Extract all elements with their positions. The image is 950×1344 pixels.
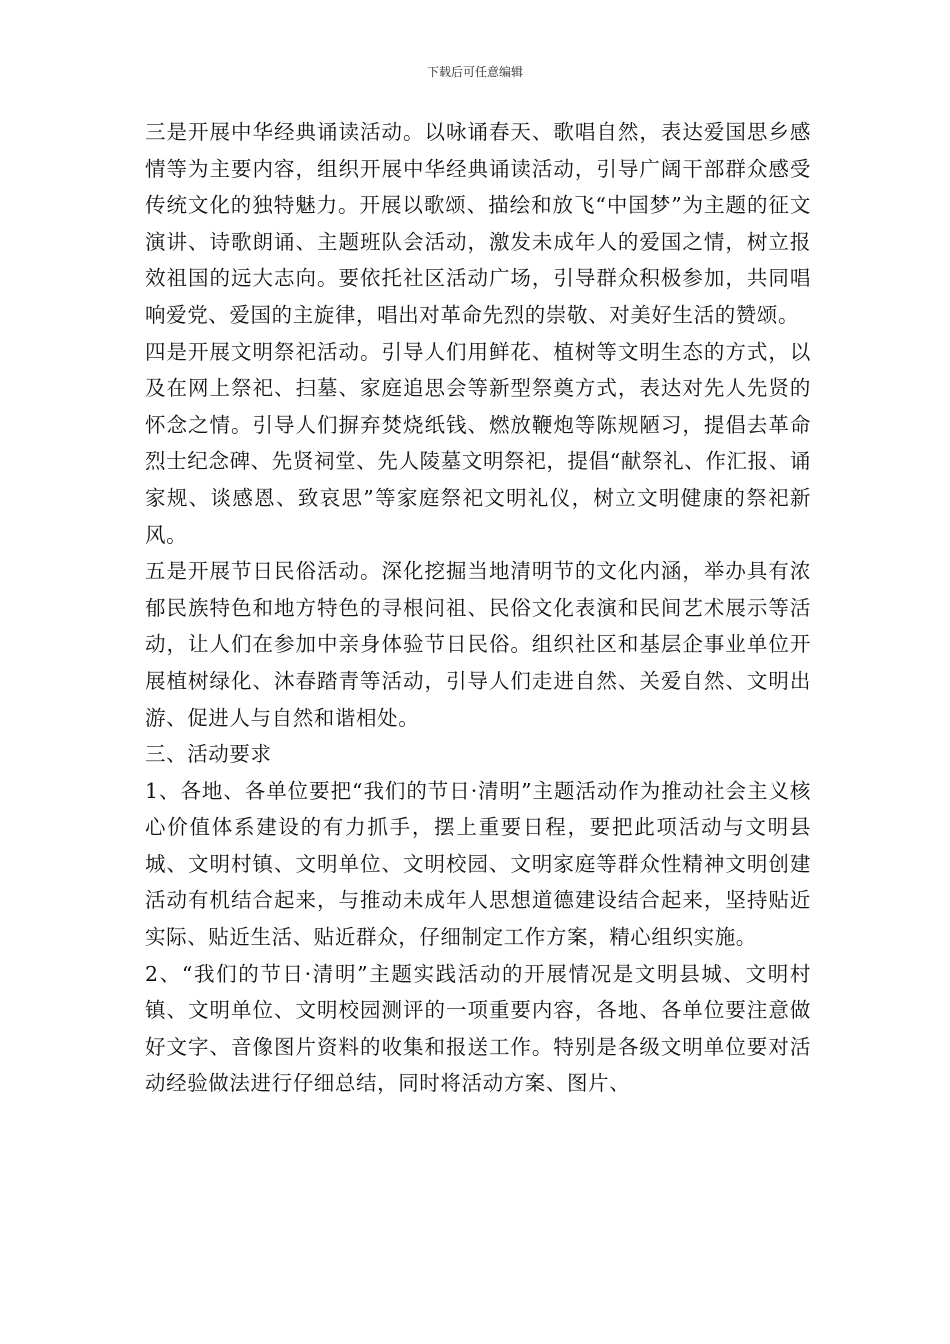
document-body [145,114,811,1102]
paragraph-requirement-1: 1、各地、各单位要把“我们的节日·清明”主题活动作为推动社会主义核心价值体系建设的有力抓手，摆上重要日程，要把此项活动与文明县城、文明村镇、文明单位、文明校园、文明家庭等群众性精神文明创建活动有机结合起来，与推动未成年人思想道德建设结合起来，坚持贴近实际、贴近生活、贴近群众，仔细制定工作方案，精心组织实施。 [145,778,811,950]
paragraph-folk-custom: 五是开展节日民俗活动。深化挖掘当地清明节的文化内涵，举办具有浓郁民族特色和地方特色的寻根问祖、民俗文化表演和民间艺术展示等活动，让人们在参加中亲身体验节日民俗。组织社区和基层企事业单位开展植树绿化、沐春踏青等活动，引导人们走进自然、关爱自然、文明出游、促进人与自然和谐相处。 [145,559,811,730]
page-header: 下载后可任意编辑 [426,65,523,79]
paragraph-requirement-2: 2、“我们的节日·清明”主题实践活动的开展情况是文明县城、文明村镇、文明单位、文明校园测评的一项重要内容，各地、各单位要注意做好文字、音像图片资料的收集和报送工作。特别是各级文明单位要对活动经验做法进行仔细总结，同时将活动方案、图片、 [145,961,811,1096]
paragraph-civilized-sacrifice: 四是开展文明祭祀活动。引导人们用鲜花、植树等文明生态的方式，以及在网上祭祀、扫墓、家庭追思会等新型祭奠方式，表达对先人先贤的怀念之情。引导人们摒弃焚烧纸钱、燃放鞭炮等陈规陋习，提倡去革命烈士纪念碑、先贤祠堂、先人陵墓文明祭祀，提倡“献祭礼、作汇报、诵家规、谈感恩、致哀思”等家庭祭祀文明礼仪，树立文明健康的祭祀新风。 [145,339,811,547]
paragraph-classic-reading: 三是开展中华经典诵读活动。以咏诵春天、歌唱自然，表达爱国思乡感情等为主要内容，组织开展中华经典诵读活动，引导广阔干部群众感受传统文化的独特魅力。开展以歌颂、描绘和放飞“中国梦”为主题的征文演讲、诗歌朗诵、主题班队会活动，激发未成年人的爱国之情，树立报效祖国的远大志向。要依托社区活动广场，引导群众积极参加，共同唱响爱党、爱国的主旋律，唱出对革命先烈的崇敬、对美好生活的赞颂。 [145,120,811,327]
section-heading-requirements: 三、活动要求 [145,742,272,767]
